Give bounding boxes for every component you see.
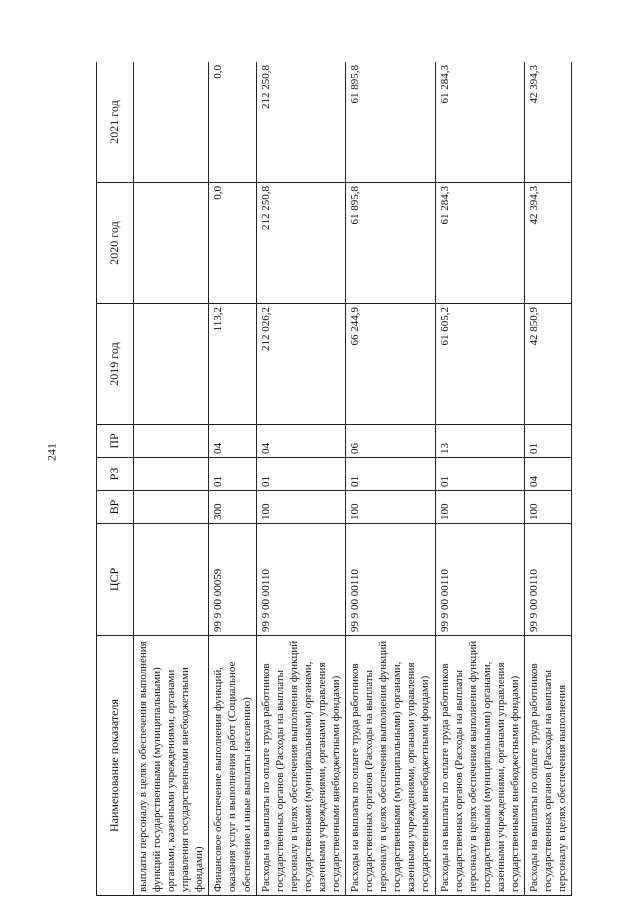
- row-pr: 06: [346, 425, 435, 458]
- row-csr: 99 9 00 00110: [256, 524, 345, 636]
- row-pr: 04: [209, 425, 256, 458]
- table-row: [435, 62, 524, 896]
- row-2021: [134, 62, 209, 183]
- row-vr: 100: [525, 491, 572, 524]
- row-csr: 99 9 00 00059: [209, 524, 256, 636]
- header-2019: 2019 год: [97, 304, 134, 425]
- row-rz: 01: [346, 458, 435, 491]
- row-2020: 212 250,8: [256, 183, 345, 304]
- row-2019: 61 605,2: [435, 304, 524, 425]
- header-2020: 2020 год: [97, 183, 134, 304]
- row-rz: 01: [435, 458, 524, 491]
- row-2021: 0,0: [209, 62, 256, 183]
- header-rz: РЗ: [97, 458, 134, 491]
- table-row: [346, 62, 435, 896]
- table-row: [256, 62, 345, 896]
- row-rz: 01: [256, 458, 345, 491]
- row-2020: 61 895,8: [346, 183, 435, 304]
- row-pr: 01: [525, 425, 572, 458]
- row-csr: 99 9 00 00110: [435, 524, 524, 636]
- header-vr: ВР: [97, 491, 134, 524]
- row-2019: 113,2: [209, 304, 256, 425]
- row-rz: [134, 458, 209, 491]
- row-name: выплаты персоналу в целях обеспечения выполнения функций государственными (муниципальными) органами, казенными учреждениями, органами управления государственными внебюджетными фондами): [134, 636, 209, 896]
- row-2019: [134, 304, 209, 425]
- row-csr: 99 9 00 00110: [346, 524, 435, 636]
- row-2020: 61 284,3: [435, 183, 524, 304]
- row-rz: 04: [525, 458, 572, 491]
- row-2019: 42 850,9: [525, 304, 572, 425]
- row-vr: [134, 491, 209, 524]
- budget-table: [96, 62, 572, 896]
- table-row: [525, 62, 572, 896]
- row-2021: 212 250,8: [256, 62, 345, 183]
- row-name: Расходы на выплаты по оплате труда работников государственных органов (Расходы на выплаты персоналу в целях обеспечения выполнения функций государственными (муниципальными) органами, казенными учреждениями, органами управления государственными внебюджетными фондами): [256, 636, 345, 896]
- row-vr: 100: [256, 491, 345, 524]
- header-pr: ПР: [97, 425, 134, 458]
- row-name: Расходы на выплаты по оплате труда работников государственных органов (Расходы на выплаты персоналу в целях обеспечения выполнения функций государственными (муниципальными) органами, казенными учреждениями, органами управления государственными внебюджетными фондами): [435, 636, 524, 896]
- row-2021: 42 394,3: [525, 62, 572, 183]
- page-number: 241: [44, 443, 59, 461]
- row-pr: 04: [256, 425, 345, 458]
- row-vr: 100: [346, 491, 435, 524]
- row-csr: [134, 524, 209, 636]
- table-header-row: [97, 62, 134, 896]
- row-name: Финансовое обеспечение выполнения функций, оказания услуг и выполнения работ (Социальное обеспечение и иные выплаты населению): [209, 636, 256, 896]
- rotated-table-container: [96, 62, 572, 896]
- row-2020: [134, 183, 209, 304]
- header-name: Наименование показателя: [97, 636, 134, 896]
- table-row: [134, 62, 209, 896]
- table-row: [209, 62, 256, 896]
- header-csr: ЦСР: [97, 524, 134, 636]
- row-name: Расходы на выплаты по оплате труда работников государственных органов (Расходы на выплаты персоналу в целях обеспечения выполнения функций государственными (муниципальными) органами, казенными учреждениями, органами управления государственными внебюджетными фондами): [346, 636, 435, 896]
- row-2019: 66 244,9: [346, 304, 435, 425]
- row-rz: 01: [209, 458, 256, 491]
- row-pr: 13: [435, 425, 524, 458]
- row-csr: 99 9 00 00110: [525, 524, 572, 636]
- row-pr: [134, 425, 209, 458]
- row-2019: 212 026,2: [256, 304, 345, 425]
- row-2021: 61 284,3: [435, 62, 524, 183]
- row-name: Расходы на выплаты по оплате труда работников государственных органов (Расходы на выплаты персоналу в целях обеспечения выполнения: [525, 636, 572, 896]
- row-vr: 300: [209, 491, 256, 524]
- header-2021: 2021 год: [97, 62, 134, 183]
- row-vr: 100: [435, 491, 524, 524]
- budget-table-wrapper: [96, 62, 595, 896]
- row-2021: 61 895,8: [346, 62, 435, 183]
- row-2020: 42 394,3: [525, 183, 572, 304]
- row-2020: 0,0: [209, 183, 256, 304]
